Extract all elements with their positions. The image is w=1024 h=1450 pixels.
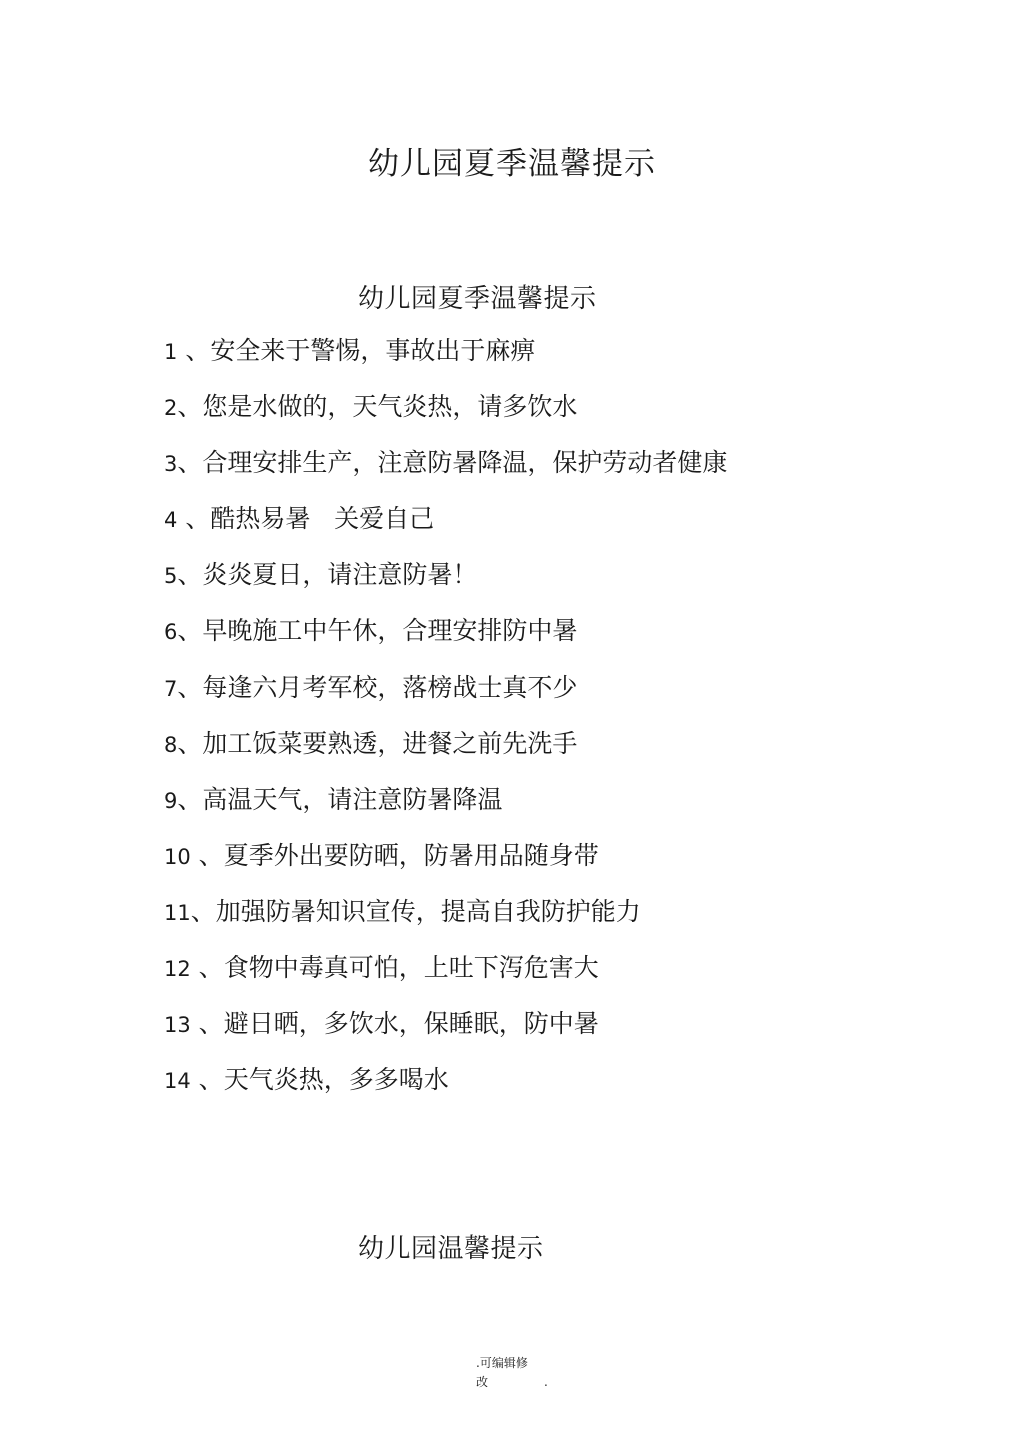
document-title: 幼儿园夏季温馨提示 — [368, 146, 656, 182]
tip-item-11 — [164, 895, 727, 951]
tip-item-5 — [164, 558, 727, 614]
tip-number: 11 — [164, 900, 191, 925]
section-title: 幼儿园夏季温馨提示 — [358, 284, 597, 314]
tip-text: 每逢六月考军校，落榜战士真不少 — [202, 672, 578, 702]
section2-title: 幼儿园温馨提示 — [358, 1234, 544, 1264]
tip-item-8 — [164, 727, 727, 783]
tip-separator: 、 — [190, 953, 224, 983]
tip-item-7 — [164, 671, 727, 727]
tip-number: 7 — [164, 676, 178, 701]
tip-separator: 、 — [177, 616, 203, 646]
tip-text: 酷热易暑 关爱自己 — [210, 504, 435, 534]
tip-number: 13 — [164, 1013, 191, 1038]
tip-text: 您是水做的，天气炎热，请多饮水 — [202, 392, 578, 422]
tip-text: 避日晒，多饮水，保睡眠，防中暑 — [223, 1009, 599, 1039]
tip-text: 夏季外出要防晒，防暑用品随身带 — [223, 840, 599, 870]
footer-note — [476, 1354, 548, 1392]
tip-text: 炎炎夏日，请注意防暑！ — [202, 560, 478, 590]
tip-list — [164, 334, 727, 1119]
tip-separator: 、 — [177, 504, 211, 534]
tip-separator: 、 — [177, 448, 203, 478]
tip-text: 高温天气，请注意防暑降温 — [202, 784, 503, 814]
tip-separator: 、 — [177, 560, 203, 590]
tip-item-10 — [164, 839, 727, 895]
tip-separator: 、 — [190, 1009, 224, 1039]
tip-number: 14 — [164, 1069, 191, 1094]
tip-item-4 — [164, 502, 727, 558]
tip-text: 早晚施工中午休，合理安排防中暑 — [202, 616, 578, 646]
tip-number: 10 — [164, 844, 191, 869]
tip-separator: 、 — [177, 728, 203, 758]
tip-separator: 、 — [177, 336, 211, 365]
tip-item-3 — [164, 446, 727, 502]
tip-item-6 — [164, 614, 727, 670]
tip-text: 食物中毒真可怕，上吐下泻危害大 — [223, 953, 599, 983]
tip-number: 8 — [164, 732, 178, 757]
tip-number: 5 — [164, 564, 178, 589]
tip-text: 加强防暑知识宣传，提高自我防护能力 — [215, 896, 641, 926]
footer-line2 — [476, 1373, 548, 1392]
tip-separator: 、 — [190, 1065, 224, 1095]
tip-separator: 、 — [177, 672, 203, 702]
tip-separator: 、 — [177, 392, 203, 422]
tip-number: 9 — [164, 788, 178, 813]
tip-separator: 、 — [190, 896, 216, 926]
tip-item-14 — [164, 1063, 727, 1119]
tip-item-1 — [164, 334, 727, 390]
tip-number: 3 — [164, 452, 178, 477]
tip-text: 安全来于警惕，事故出于麻痹 — [210, 336, 536, 365]
tip-separator: 、 — [177, 784, 203, 814]
tip-number: 1 — [164, 340, 178, 364]
tip-item-2 — [164, 390, 727, 446]
footer-line2-left: 改 — [476, 1375, 489, 1389]
tip-number: 2 — [164, 396, 178, 421]
tip-item-13 — [164, 1007, 727, 1063]
tip-separator: 、 — [190, 840, 224, 870]
footer-line1: .可编辑修 — [476, 1356, 528, 1370]
tip-text: 加工饭菜要熟透，进餐之前先洗手 — [202, 728, 578, 758]
tip-number: 4 — [164, 508, 178, 533]
tip-number: 12 — [164, 957, 191, 982]
tip-item-12 — [164, 951, 727, 1007]
tip-text: 合理安排生产，注意防暑降温，保护劳动者健康 — [202, 448, 728, 478]
tip-number: 6 — [164, 620, 178, 645]
tip-text: 天气炎热，多多喝水 — [223, 1065, 449, 1095]
tip-item-9 — [164, 783, 727, 839]
footer-line2-right: . — [544, 1375, 548, 1389]
